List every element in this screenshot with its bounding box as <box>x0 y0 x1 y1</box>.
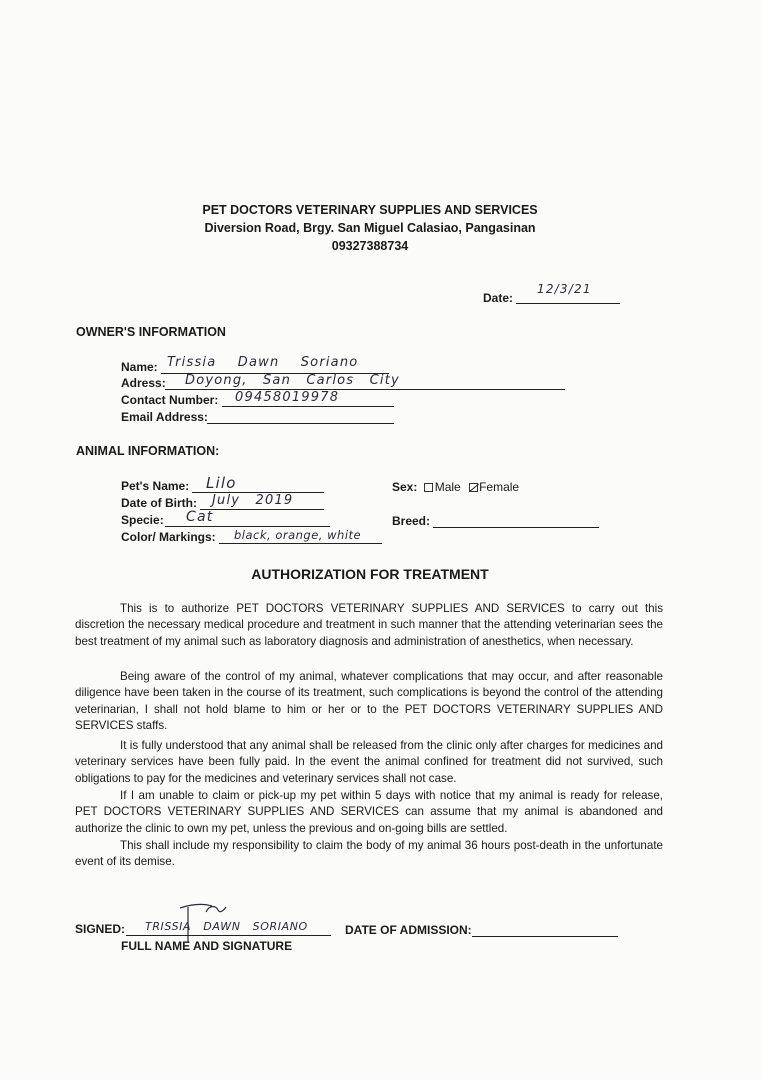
authorization-title: AUTHORIZATION FOR TREATMENT <box>251 566 489 582</box>
clinic-name: PET DOCTORS VETERINARY SUPPLIES AND SERVICES <box>202 203 538 217</box>
admission-line <box>472 936 618 937</box>
owner-name-value: Trissia Dawn Soriano <box>167 355 359 370</box>
authorization-paragraph-3: It is fully understood that any animal shall be released from the clinic only after charges for medicines and veterinary services have been fully paid. In the event the animal confined for treatment did not survived, such obligations to pay for the medicines and veterinary services shall not case. <box>75 739 663 785</box>
authorization-paragraph-2: Being aware of the control of my animal, whatever complications that may occur, and after reasonable diligence have been taken in the course of its treatment, such complications is beyond the control of the attending veterinarian, I shall not hold blame to him or her or to the PET DOCTORS VETERINARY SUPPLIES AND SERVICES staffs. <box>75 670 663 732</box>
sex-field <box>392 480 519 494</box>
breed-line <box>433 527 599 528</box>
signature-caption: FULL NAME AND SIGNATURE <box>121 939 293 953</box>
specie-line <box>165 526 330 527</box>
date-value: 12/3/21 <box>537 282 592 296</box>
color-line <box>219 543 382 544</box>
breed-label: Breed: <box>392 514 431 528</box>
owner-name-label: Name: <box>121 360 158 374</box>
pet-name-value: Lilo <box>206 474 237 492</box>
dob-label: Date of Birth: <box>121 496 197 510</box>
authorization-paragraph-5: This shall include my responsibility to claim the body of my animal 36 hours post-death in the unfortunate event of its demise. <box>75 839 663 869</box>
owner-email-label: Email Address: <box>121 410 208 424</box>
signed-value: TRISSIA DAWN SORIANO <box>145 920 308 933</box>
owner-contact-value: 09458019978 <box>235 390 340 405</box>
clinic-phone: 09327388734 <box>331 239 409 253</box>
owner-contact-label: Contact Number: <box>121 393 219 407</box>
authorization-paragraph-4: If I am unable to claim or pick-up my pet within 5 days with notice that my animal is ready for release, PET DOCTORS VETERINARY SUPPLIES AND SERVICES can assume that my animal is abandoned and authorize the clinic to own my pet, unless the previous and on-going bills are settled. <box>75 789 663 835</box>
owner-address-value: Doyong, San Carlos City <box>185 373 400 388</box>
color-value: black, orange, white <box>234 528 362 542</box>
pet-name-label: Pet's Name: <box>121 479 190 493</box>
signed-label: SIGNED: <box>75 922 126 936</box>
owner-email-line <box>207 423 394 424</box>
date-line <box>516 303 620 304</box>
dob-value: July 2019 <box>212 493 294 508</box>
color-label: Color/ Markings: <box>121 530 216 544</box>
sex-label: Sex: <box>392 480 418 494</box>
animal-heading: ANIMAL INFORMATION: <box>76 444 220 458</box>
dob-line <box>200 509 324 510</box>
specie-value: Cat <box>186 509 214 525</box>
owner-address-line <box>165 389 565 390</box>
owner-contact-line <box>222 406 394 407</box>
specie-label: Specie: <box>121 513 164 527</box>
clinic-address: Diversion Road, Brgy. San Miguel Calasiao, Pangasinan <box>204 221 536 235</box>
admission-label: DATE OF ADMISSION: <box>345 923 472 937</box>
owner-heading: OWNER'S INFORMATION <box>76 325 226 339</box>
authorization-paragraph-1: This is to authorize PET DOCTORS VETERINARY SUPPLIES AND SERVICES to carry out this discretion the necessary medical procedure and treatment in such manner that the attending veterinarian sees the best treatment of my animal such as laboratory diagnosis and administration of anesthetics, when necessary. <box>75 602 663 648</box>
date-label: Date: <box>483 291 514 305</box>
owner-address-label: Adress: <box>121 376 166 390</box>
male-checkbox[interactable] <box>424 483 433 492</box>
female-checkbox-checked[interactable] <box>469 483 478 492</box>
female-option-label: Female <box>479 480 520 494</box>
male-option-label: Male <box>434 480 461 494</box>
